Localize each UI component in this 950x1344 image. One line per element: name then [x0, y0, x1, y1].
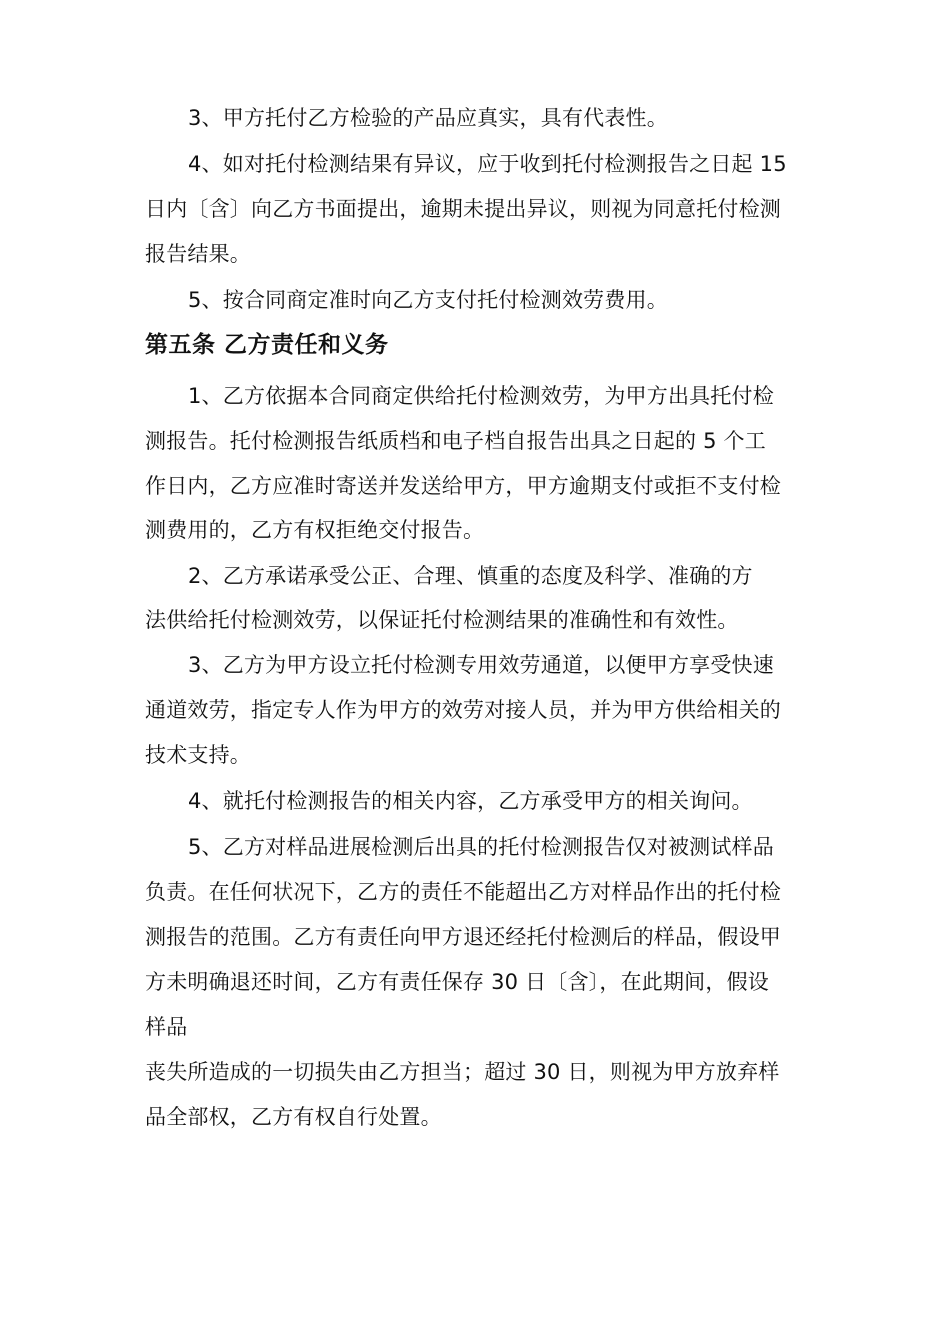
paragraph-line: 4、如对托付检测结果有异议，应于收到托付检测报告之日起 15: [188, 152, 787, 176]
paragraph-line: 测报告。托付检测报告纸质档和电子档自报告出具之日起的 5 个工: [145, 429, 766, 453]
paragraph-line: 技术支持。: [145, 743, 251, 767]
paragraph-line: 3、乙方为甲方设立托付检测专用效劳通道，以便甲方享受快速: [188, 653, 774, 677]
paragraph-line: 1、乙方依据本合同商定供给托付检测效劳，为甲方出具托付检: [188, 384, 774, 408]
paragraph-line: 样品: [145, 1015, 188, 1039]
paragraph-line: 负责。在任何状况下，乙方的责任不能超出乙方对样品作出的托付检: [145, 880, 781, 904]
paragraph-line: 3、甲方托付乙方检验的产品应真实，具有代表性。: [188, 106, 668, 130]
paragraph-line: 2、乙方承诺承受公正、合理、慎重的态度及科学、准确的方: [188, 564, 753, 588]
paragraph-line: 测报告的范围。乙方有责任向甲方退还经托付检测后的样品，假设甲: [145, 925, 781, 949]
paragraph-line: 品全部权，乙方有权自行处置。: [145, 1105, 442, 1129]
paragraph-line: 4、就托付检测报告的相关内容，乙方承受甲方的相关询问。: [188, 789, 753, 813]
paragraph-line: 日内〔含〕向乙方书面提出，逾期未提出异议，则视为同意托付检测: [145, 197, 781, 221]
section-heading: 第五条 乙方责任和义务: [145, 332, 389, 358]
paragraph-line: 丧失所造成的一切损失由乙方担当；超过 30 日，则视为甲方放弃样: [145, 1060, 780, 1084]
paragraph-line: 测费用的，乙方有权拒绝交付报告。: [145, 518, 485, 542]
paragraph-line: 作日内，乙方应准时寄送并发送给甲方，甲方逾期支付或拒不支付检: [145, 474, 781, 498]
paragraph-line: 通道效劳，指定专人作为甲方的效劳对接人员，并为甲方供给相关的: [145, 698, 781, 722]
paragraph-line: 5、按合同商定准时向乙方支付托付检测效劳费用。: [188, 288, 668, 312]
paragraph-line: 报告结果。: [145, 242, 251, 266]
paragraph-line: 5、乙方对样品进展检测后出具的托付检测报告仅对被测试样品: [188, 835, 774, 859]
paragraph-line: 方未明确退还时间，乙方有责任保存 30 日〔含〕，在此期间，假设: [145, 970, 769, 994]
paragraph-line: 法供给托付检测效劳，以保证托付检测结果的准确性和有效性。: [145, 608, 739, 632]
